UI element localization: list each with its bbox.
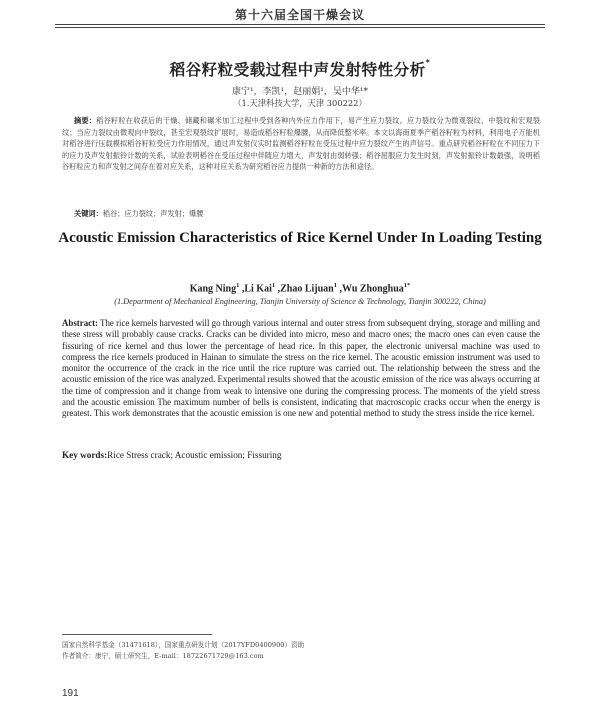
footnote-rule	[62, 634, 212, 635]
english-keywords	[62, 450, 540, 460]
chinese-abstract-text: 稻谷籽粒在收获后的干燥、储藏和碾米加工过程中受到各种内外应力作用下，易产生应力裂纹。应力裂纹分为微观裂纹、中裂纹和宏观裂纹；当应力裂纹由微观向中裂纹，甚至宏观裂纹扩展时，易造成稻谷籽粒爆腰，从而降低整米率。本文以海南夏季产稻谷籽粒为材料，利用电子万能机对稻谷进行压载模拟稻谷籽粒受应力作用情况，通过声发射仪实时监测稻谷籽粒在受压过程中应力裂纹产生的声信号。重点研究稻谷籽粒在不同压力下的应力及声发射振铃计数的关系，试验表明稻谷在受压过程中伴随应力增大，声发射由弱转强；稻谷屈服应力发生时刻，声发射振铃计数最强，说明稻谷籽粒应力和声发射之间存在着对应关系，这种对应关系为研究稻谷应力提供一种新的方法和途径。	[62, 116, 540, 172]
author-name: Zhao Lijuan	[280, 283, 334, 295]
chinese-title	[0, 58, 600, 80]
author-mark: 1	[271, 282, 276, 289]
running-header: 第十六届全国干燥会议	[234, 8, 365, 22]
chinese-title-mark: *	[425, 58, 431, 67]
chinese-keywords-label: 关键词：	[74, 209, 103, 218]
chinese-keywords	[74, 209, 540, 219]
author-name: Wu Zhonghua	[342, 283, 404, 295]
english-affiliation: (1.Department of Mechanical Engineering, Tianjin University of Science & Technology, Tianjin 300222, China)	[114, 297, 486, 306]
english-abstract-label: Abstract:	[62, 318, 98, 328]
author-mark: 1	[236, 282, 240, 289]
chinese-title-text: 稻谷籽粒受载过程中声发射特性分析	[169, 61, 426, 79]
header-rule-bottom	[55, 27, 545, 28]
english-keywords-text: Rice Stress crack; Acoustic emission; Fissuring	[107, 450, 282, 460]
chinese-abstract-label: 摘要：	[74, 116, 97, 125]
english-abstract	[62, 318, 540, 420]
chinese-keywords-text: 稻谷；应力裂纹；声发射；爆腰	[102, 209, 204, 218]
chinese-abstract	[62, 115, 540, 173]
footnote-funding: 国家自然科学基金（31471618），国家重点研发计划（2017YFD0400900）资助	[62, 641, 305, 649]
author-name: Kang Ning	[189, 283, 237, 295]
author-mark: 1*	[403, 282, 411, 289]
english-abstract-text: The rice kernels harvested will go through various internal and outer stress from subsequent drying, storage and milling and these stress will probably cause cracks. Cracks can be divided into micro, meso and macro ones; the macro ones can even cause the fissuring of rice kernel and thus lower the percentage of head rice. In this paper, the electronic universal machine was used to compress the rice kernels produced in Hainan to simulate the stress on the rice kernel. The acoustic emission instrument was used to monitor the occurrence of the crack in the rice until the rice rupture was carried out. The relationship between the stress and the acoustic emission of the rice was analyzed. Experimental results showed that the acoustic emission of the rice was always occurring at the time of compression and it change from weak to intensive one during the compressing process. The moments of the yield stress and the acoustic emission The maximum number of bells is consistent, indicating that macroscopic cracks occur when the energy is greatest. This work demonstrates that the acoustic emission is one new and potential method to study the stress inside the rice kernel.	[62, 318, 540, 419]
chinese-authors: 康宁¹，李凯¹，赵丽娟¹，吴中华¹*	[232, 87, 368, 97]
page-number: 191	[62, 688, 79, 699]
english-title: Acoustic Emission Characteristics of Rice Kernel Under In Loading Testing	[58, 230, 542, 246]
author-mark: 1	[333, 282, 337, 289]
author-name: Li Kai	[244, 283, 272, 295]
footnote-author-info: 作者简介：康宁，硕士研究生，E-mail：18722671729@163.com	[62, 652, 264, 660]
english-keywords-label: Key words:	[62, 450, 108, 460]
header-rule-top	[55, 24, 545, 25]
chinese-affiliation: （1.天津科技大学，天津 300222）	[233, 98, 367, 108]
english-authors: Kang Ning$^1$ ,Li Kai$^1$ ,Zhao Lijuan$^1$ ,Wu Zhonghua$^{1*}$	[189, 282, 411, 295]
